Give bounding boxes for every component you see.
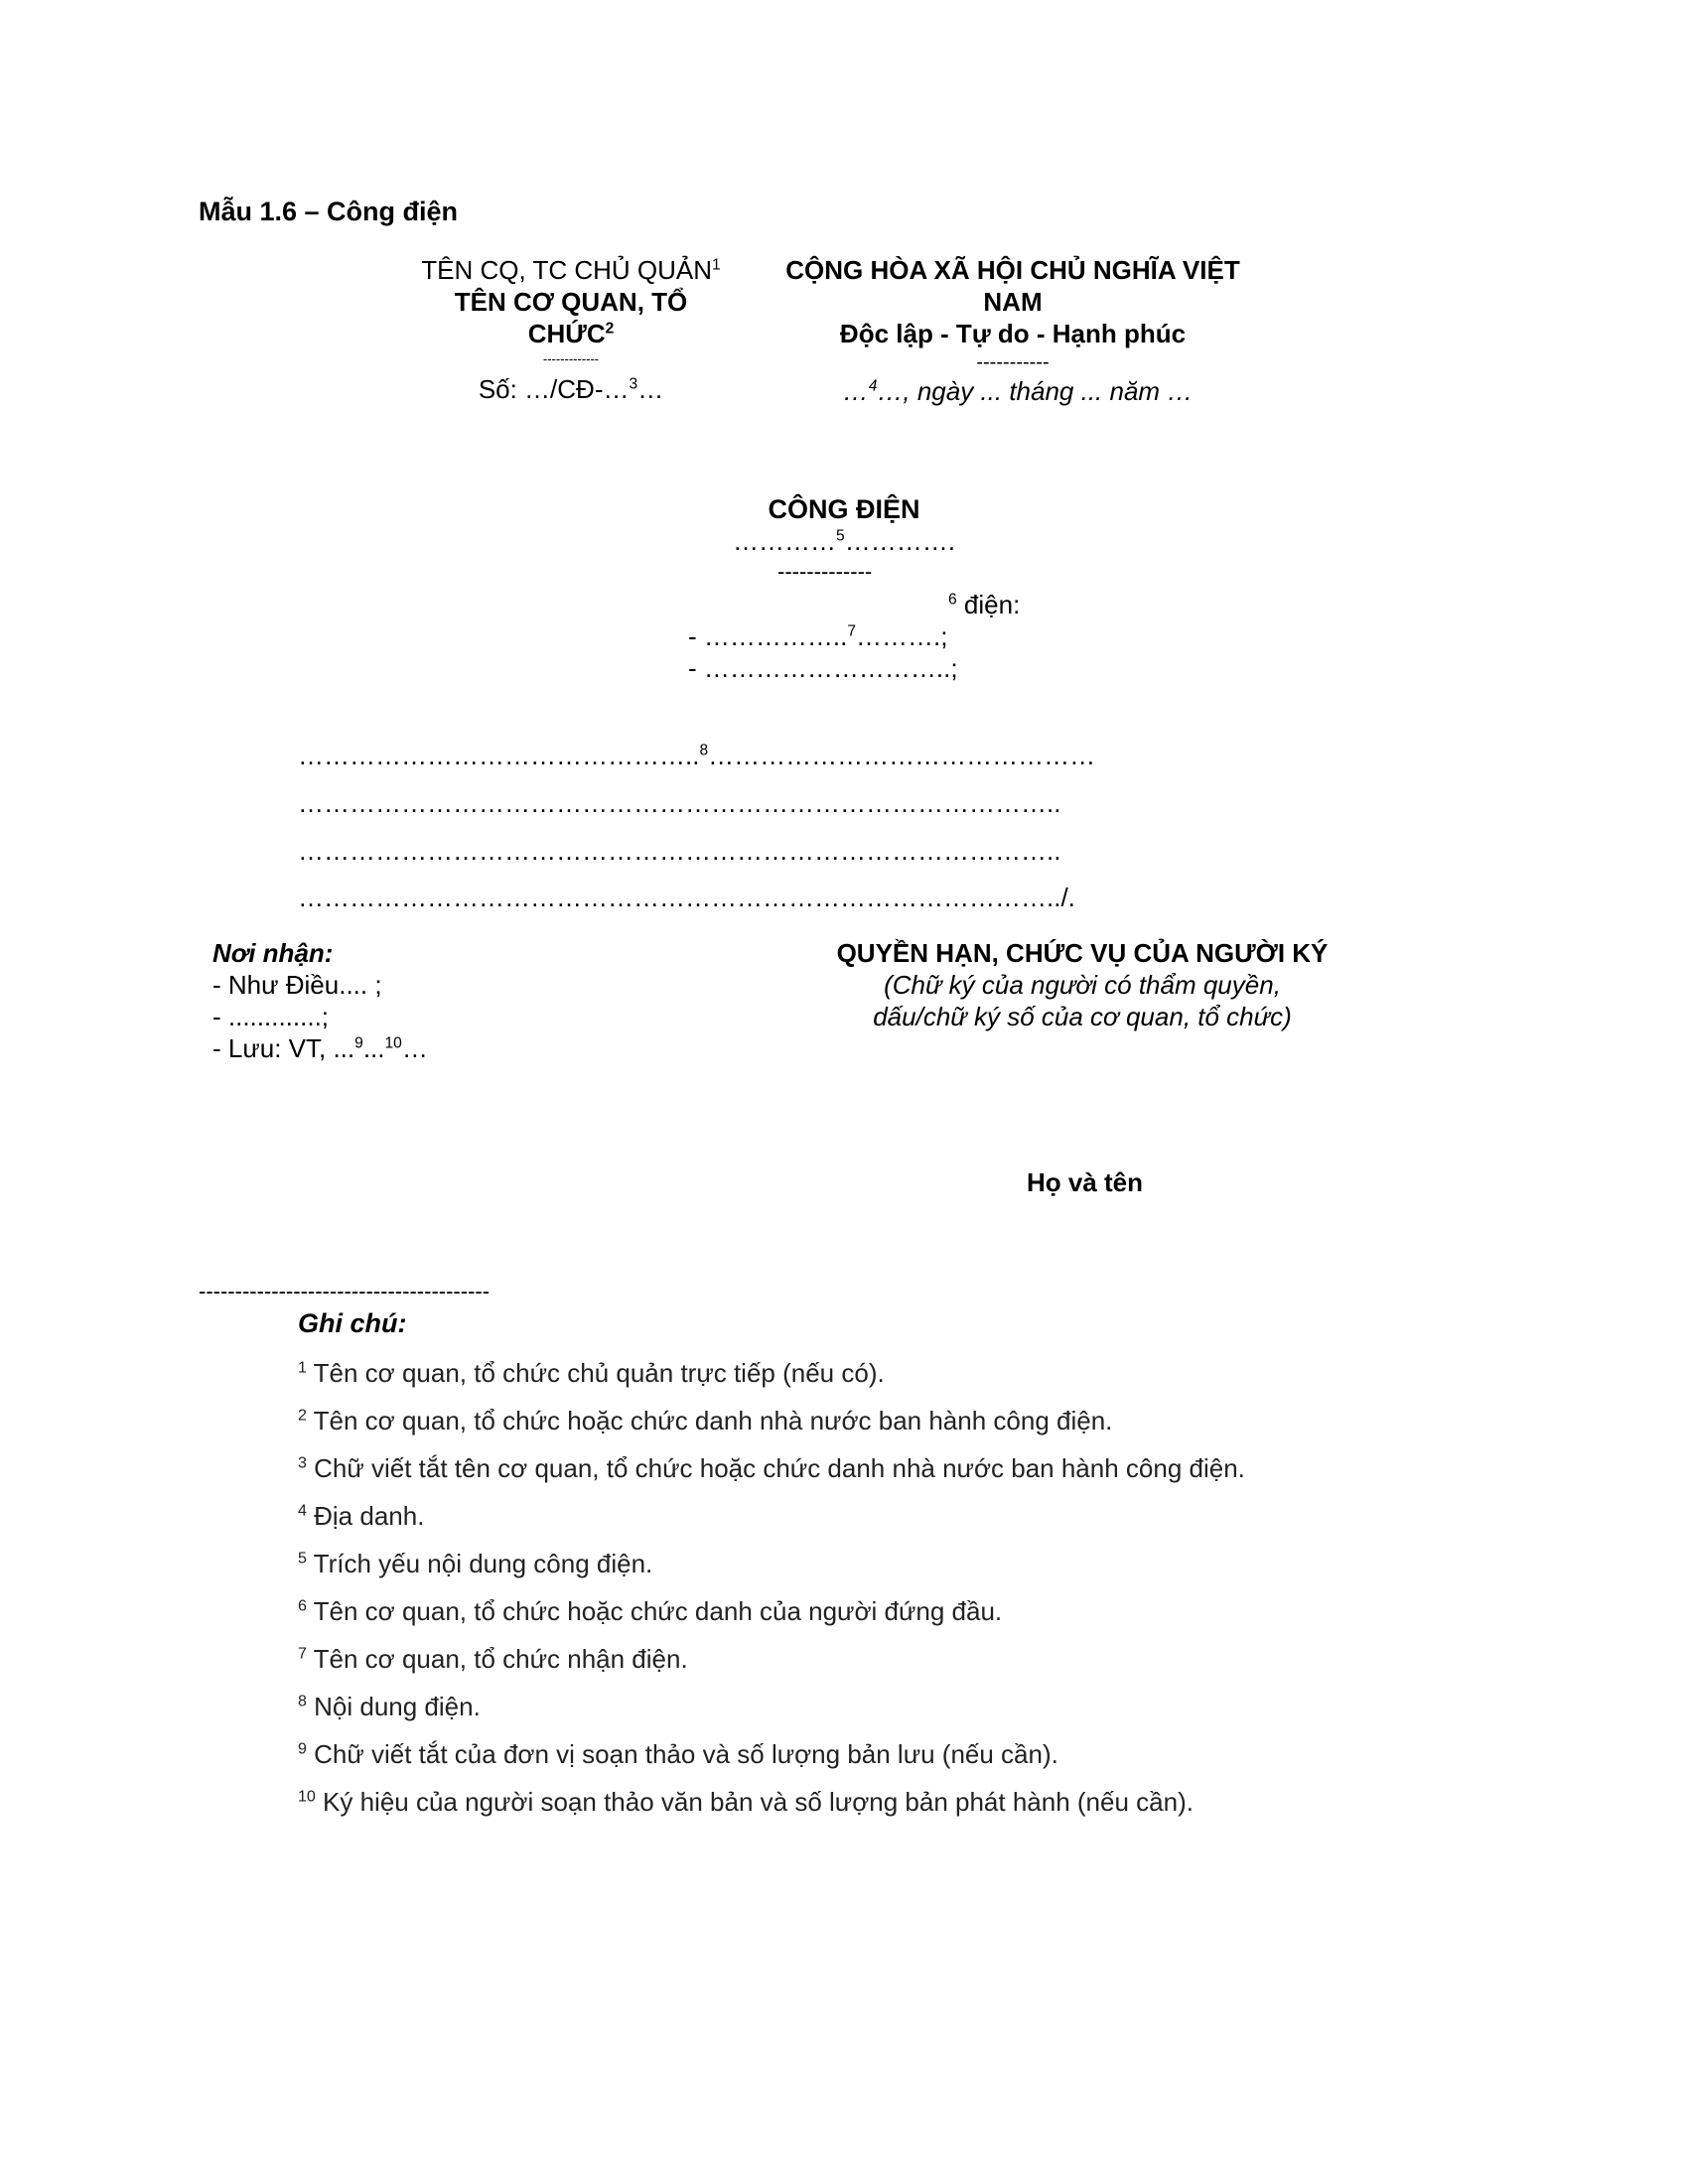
date-text: …, ngày ... tháng ... năm … xyxy=(877,376,1194,406)
notes-divider: ---------------------------------------- xyxy=(199,1279,491,1303)
note-item xyxy=(298,1692,481,1722)
org-name-text: CHỨC xyxy=(527,319,606,348)
header-right-divider: ----------- xyxy=(976,351,1050,373)
recipient-1-left: - …………….. xyxy=(688,621,848,651)
note-item xyxy=(298,1596,1002,1627)
body-line-1-left: ……………………………………….. xyxy=(298,741,700,770)
org-name-line1: TÊN CƠ QUAN, TỔ xyxy=(454,287,688,317)
country-name-line2: NAM xyxy=(983,287,1043,317)
body-line-4: ……………………………………………………………………………../. xyxy=(298,883,1075,912)
parent-org-text: TÊN CQ, TC CHỦ QUẢN xyxy=(421,255,713,285)
sender-line xyxy=(948,590,1020,620)
header-right xyxy=(755,254,1271,407)
recipient-1-right: ……….; xyxy=(856,621,948,651)
notes-heading: Ghi chú: xyxy=(298,1308,407,1338)
signer-title: QUYỀN HẠN, CHỨC VỤ CỦA NGƯỜI KÝ xyxy=(836,938,1329,968)
archive-mid: ... xyxy=(362,1033,385,1063)
footnote-ref-5: 5 xyxy=(836,527,845,545)
note-number: 10 xyxy=(298,1788,316,1806)
note-number: 6 xyxy=(298,1597,307,1615)
place-prefix: … xyxy=(842,376,869,406)
note-item xyxy=(298,1406,1112,1436)
footnote-ref-7: 7 xyxy=(847,622,857,640)
document-number-prefix: Số: …/CĐ-… xyxy=(478,374,630,404)
note-item xyxy=(298,1501,424,1532)
document-title: CÔNG ĐIỆN xyxy=(768,494,920,524)
note-number: 9 xyxy=(298,1740,307,1758)
note-text: Tên cơ quan, tổ chức hoặc chức danh nhà nước ban hành công điện. xyxy=(306,1406,1113,1435)
note-number: 4 xyxy=(298,1502,307,1520)
body-line-3: …………………………………………………………………………….. xyxy=(298,836,1061,866)
signature-hint-line-2: dấu/chữ ký số của cơ quan, tổ chức) xyxy=(873,1002,1292,1031)
recipient-line-2: - ………………………..; xyxy=(688,653,958,683)
note-text: Tên cơ quan, tổ chức hoặc chức danh của người đứng đầu. xyxy=(306,1596,1003,1626)
org-name-line2 xyxy=(397,318,745,349)
footnote-ref-3: 3 xyxy=(629,375,638,393)
note-item xyxy=(298,1739,1058,1770)
archive-suffix: … xyxy=(401,1033,428,1063)
note-text: Nội dung điện. xyxy=(306,1692,481,1721)
footnote-ref-2: 2 xyxy=(605,320,615,338)
summary-left: ………… xyxy=(733,526,837,556)
recipient-item-1: - Như Điều.... ; xyxy=(212,970,382,1000)
note-text: Tên cơ quan, tổ chức chủ quản trực tiếp (nếu có). xyxy=(306,1358,885,1388)
note-text: Trích yếu nội dung công điện. xyxy=(306,1549,653,1578)
body-line-1 xyxy=(298,741,1095,771)
archive-prefix: - Lưu: VT, ... xyxy=(212,1033,355,1063)
note-text: Chữ viết tắt tên cơ quan, tổ chức hoặc chức danh nhà nước ban hành công điện. xyxy=(306,1453,1245,1483)
recipient-line-1 xyxy=(688,621,947,652)
note-number: 1 xyxy=(298,1359,307,1377)
note-item xyxy=(298,1787,1194,1818)
note-text: Địa danh. xyxy=(306,1501,425,1531)
note-item xyxy=(298,1453,1245,1484)
note-text: Chữ viết tắt của đơn vị soạn thảo và số lượng bản lưu (nếu cần). xyxy=(306,1739,1058,1769)
footnote-ref-6: 6 xyxy=(948,591,957,609)
sender-text: điện: xyxy=(956,590,1021,619)
body-line-1-right: ……………………………………… xyxy=(708,741,1096,770)
recipient-item-3 xyxy=(212,1032,428,1064)
footnote-ref-4: 4 xyxy=(868,377,878,395)
recipients-block xyxy=(212,937,428,1064)
document-number-suffix: … xyxy=(637,374,664,404)
note-number: 5 xyxy=(298,1550,307,1568)
place-date xyxy=(765,375,1271,407)
note-number: 3 xyxy=(298,1454,307,1472)
note-text: Tên cơ quan, tổ chức nhận điện. xyxy=(306,1644,688,1674)
note-text: Ký hiệu của người soạn thảo văn bản và số lượng bản phát hành (nếu cần). xyxy=(315,1787,1194,1817)
note-item xyxy=(298,1644,688,1675)
recipients-heading: Nơi nhận: xyxy=(212,938,334,968)
title-divider: ------------- xyxy=(777,559,873,584)
note-number: 8 xyxy=(298,1693,307,1710)
recipient-item-2: - .............; xyxy=(212,1002,330,1031)
country-name-line1: CỘNG HÒA XÃ HỘI CHỦ NGHĨA VIỆT xyxy=(785,255,1240,285)
header-left xyxy=(397,254,745,405)
template-label: Mẫu 1.6 – Công điện xyxy=(199,197,459,226)
note-number: 2 xyxy=(298,1407,307,1425)
note-item xyxy=(298,1549,652,1579)
note-number: 7 xyxy=(298,1645,307,1663)
footnote-ref-1: 1 xyxy=(712,256,721,274)
body-line-2: …………………………………………………………………………….. xyxy=(298,788,1061,818)
header-left-divider: ------------- xyxy=(542,351,600,366)
signature-hint-line-1: (Chữ ký của người có thẩm quyền, xyxy=(884,970,1281,1000)
signer-name: Họ và tên xyxy=(1027,1167,1144,1197)
footnote-ref-9: 9 xyxy=(354,1034,363,1052)
summary-line xyxy=(596,526,1092,557)
summary-right: …………. xyxy=(844,526,955,556)
document-number xyxy=(397,373,745,405)
parent-org xyxy=(397,254,745,286)
signature-block xyxy=(794,937,1370,1032)
national-motto: Độc lập - Tự do - Hạnh phúc xyxy=(839,319,1187,348)
footnote-ref-8: 8 xyxy=(699,742,709,759)
note-item xyxy=(298,1358,885,1389)
footnote-ref-10: 10 xyxy=(384,1034,402,1052)
